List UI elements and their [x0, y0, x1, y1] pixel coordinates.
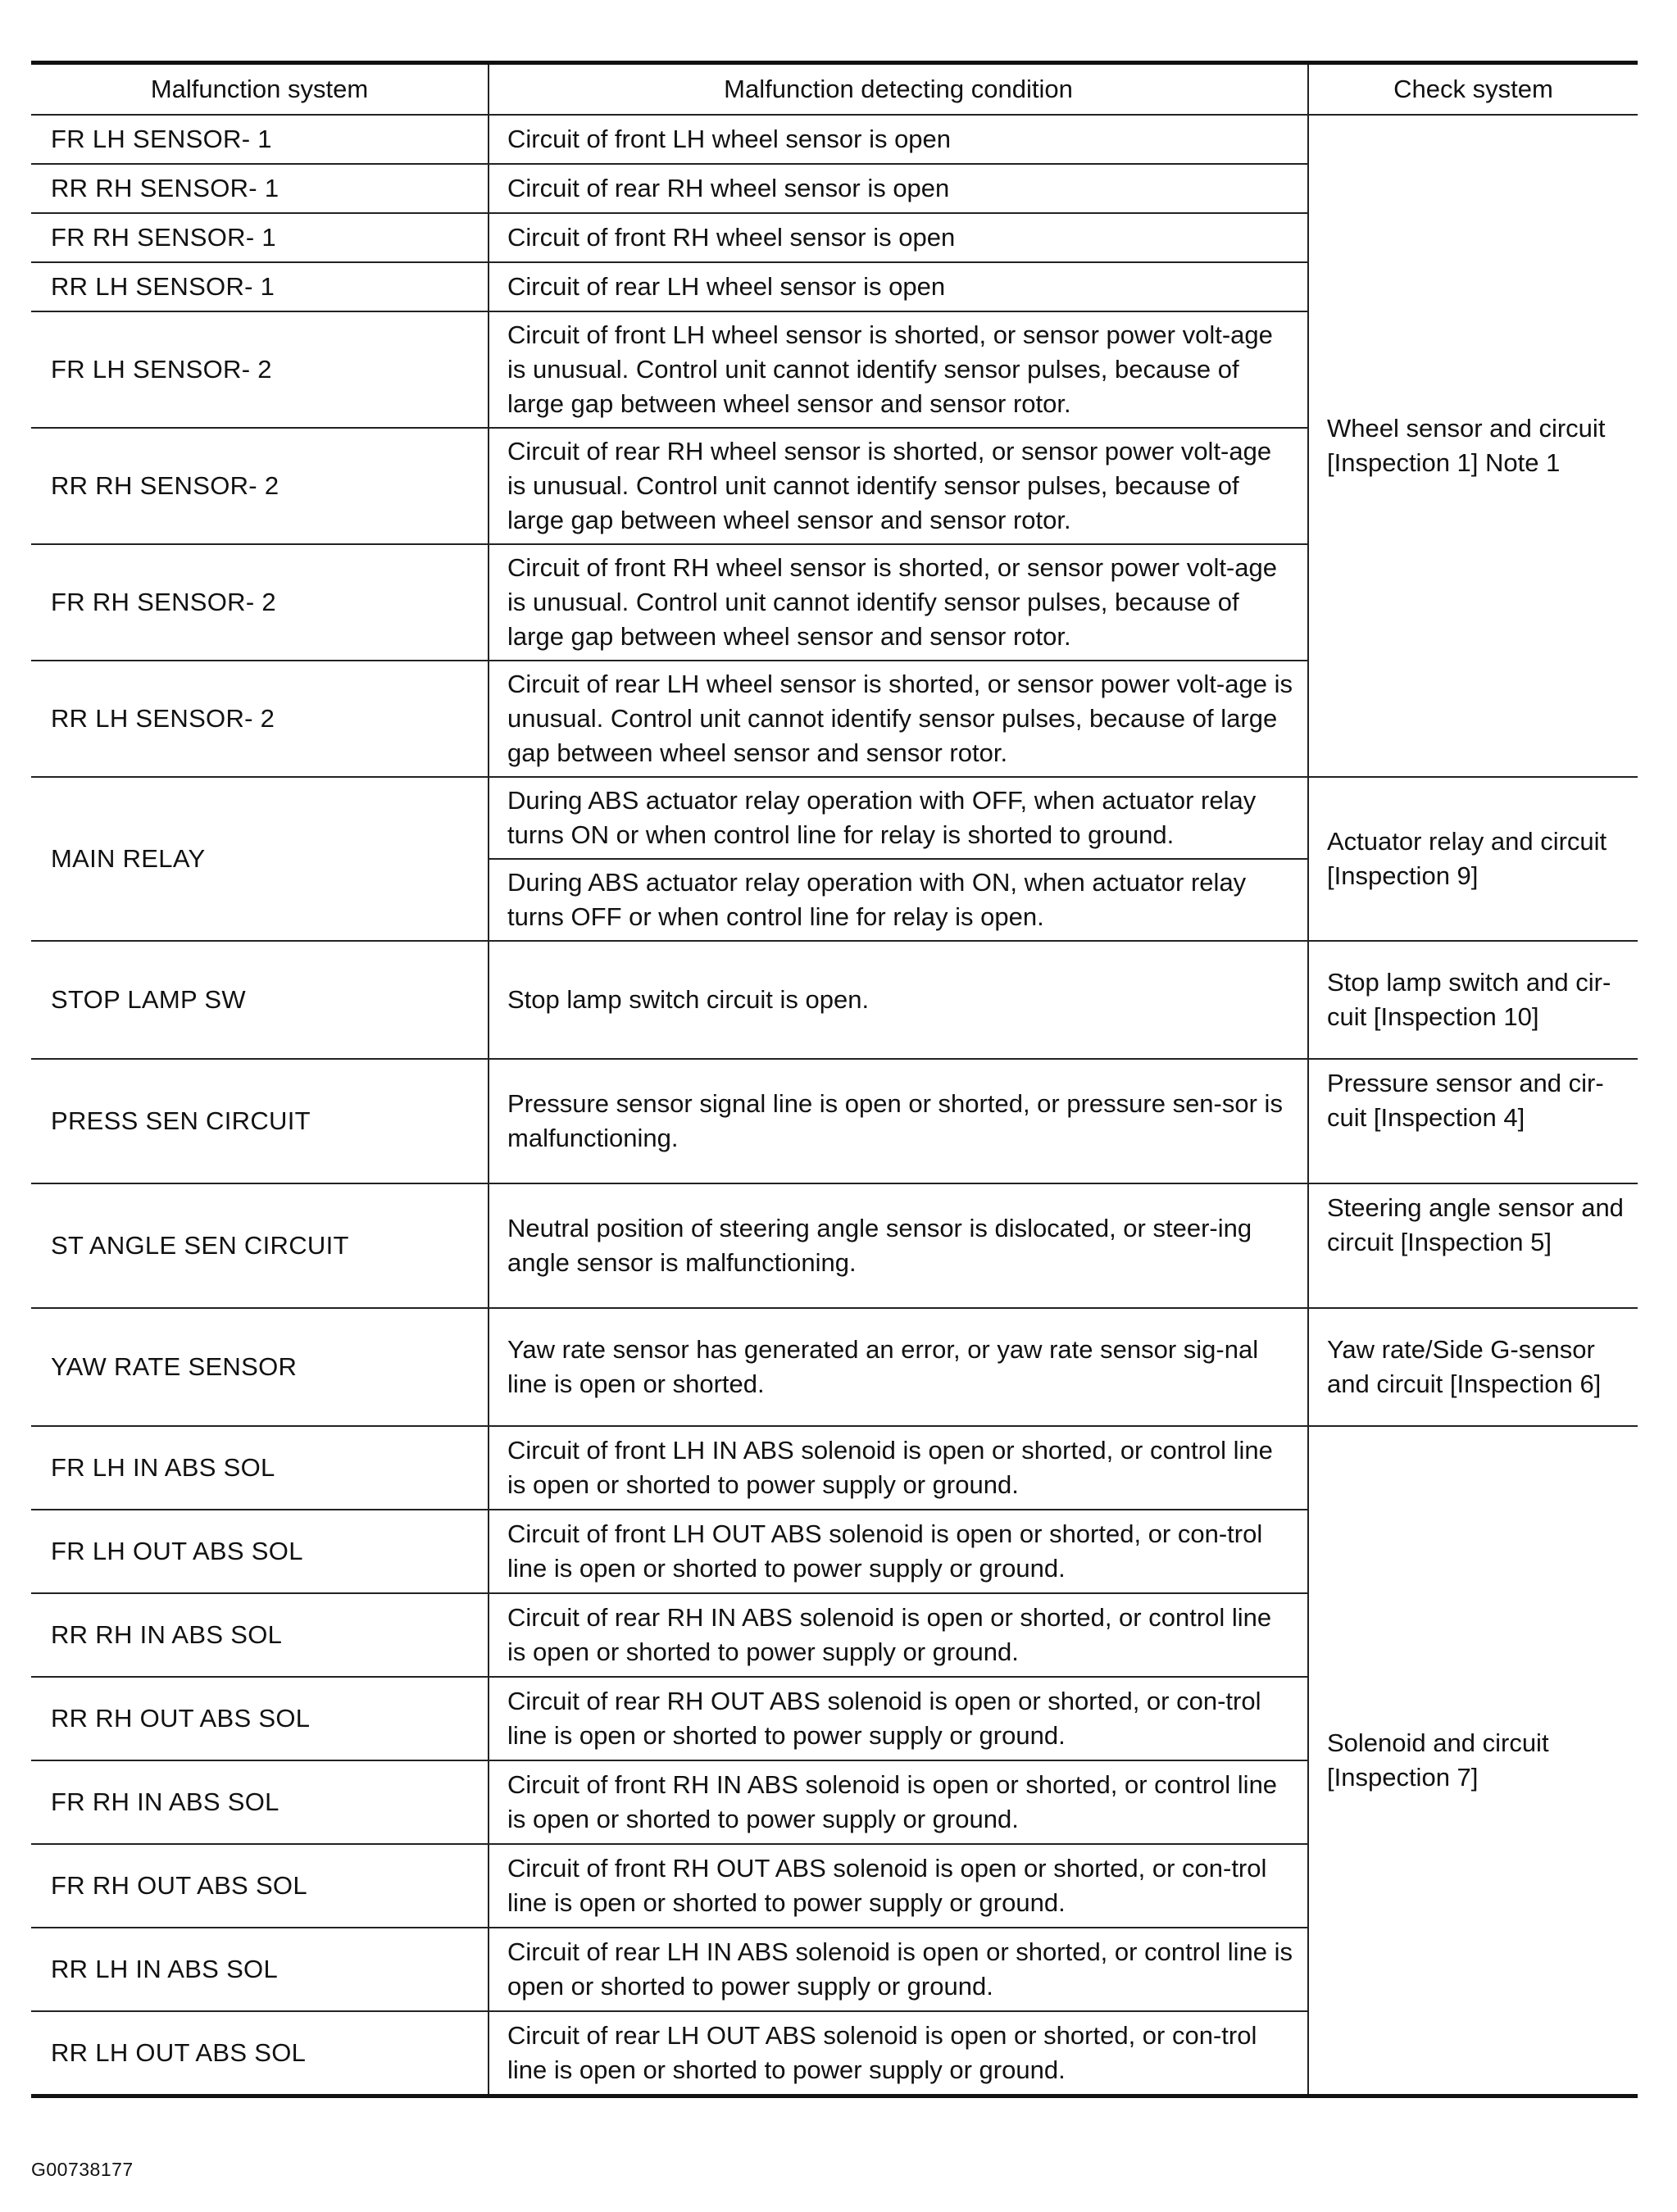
malfunction-system-cell: FR RH IN ABS SOL — [31, 1760, 489, 1844]
malfunction-system-cell: FR LH IN ABS SOL — [31, 1426, 489, 1510]
check-system-cell: Stop lamp switch and cir-cuit [Inspection 10] — [1308, 941, 1638, 1059]
detecting-condition-cell: Circuit of rear LH wheel sensor is open — [489, 262, 1308, 311]
table-row — [31, 115, 1638, 164]
detecting-condition-cell: Circuit of rear LH IN ABS solenoid is open or shorted, or control line is open or shorted to power supply or ground. — [489, 1928, 1308, 2011]
detecting-condition-cell: Stop lamp switch circuit is open. — [489, 941, 1308, 1059]
malfunction-system-cell: RR LH OUT ABS SOL — [31, 2011, 489, 2096]
malfunction-system-cell: RR RH OUT ABS SOL — [31, 1677, 489, 1760]
detecting-condition-cell: During ABS actuator relay operation with OFF, when actuator relay turns ON or when control line for relay is shorted to ground. — [489, 777, 1308, 859]
check-system-cell: Wheel sensor and circuit [Inspection 1] Note 1 — [1308, 115, 1638, 777]
detecting-condition-cell: Circuit of rear LH wheel sensor is shorted, or sensor power volt-age is unusual. Control unit cannot identify sensor pulses, because of large gap between wheel sensor and sensor rotor. — [489, 661, 1308, 777]
detecting-condition-cell: Circuit of rear RH wheel sensor is open — [489, 164, 1308, 213]
malfunction-system-cell: RR LH IN ABS SOL — [31, 1928, 489, 2011]
detecting-condition-cell: Circuit of rear RH OUT ABS solenoid is open or shorted, or con-trol line is open or shorted to power supply or ground. — [489, 1677, 1308, 1760]
check-system-cell: Solenoid and circuit [Inspection 7] — [1308, 1426, 1638, 2096]
check-system-cell: Pressure sensor and cir-cuit [Inspection 4] — [1308, 1059, 1638, 1183]
malfunction-system-cell: RR RH IN ABS SOL — [31, 1593, 489, 1677]
header-malfunction-condition: Malfunction detecting condition — [489, 63, 1308, 116]
malfunction-system-cell: FR LH OUT ABS SOL — [31, 1510, 489, 1593]
malfunction-system-cell: FR RH SENSOR- 1 — [31, 213, 489, 262]
check-system-cell: Steering angle sensor and circuit [Inspection 5] — [1308, 1183, 1638, 1308]
detecting-condition-cell: During ABS actuator relay operation with ON, when actuator relay turns OFF or when control line for relay is open. — [489, 859, 1308, 941]
malfunction-system-cell: FR RH OUT ABS SOL — [31, 1844, 489, 1928]
detecting-condition-cell: Circuit of rear LH OUT ABS solenoid is open or shorted, or con-trol line is open or shorted to power supply or ground. — [489, 2011, 1308, 2096]
malfunction-system-cell: RR LH SENSOR- 2 — [31, 661, 489, 777]
malfunction-system-cell: RR RH SENSOR- 2 — [31, 428, 489, 544]
malfunction-table — [31, 61, 1638, 2098]
malfunction-system-cell: RR RH SENSOR- 1 — [31, 164, 489, 213]
check-system-cell: Actuator relay and circuit [Inspection 9] — [1308, 777, 1638, 941]
detecting-condition-cell: Circuit of rear RH IN ABS solenoid is open or shorted, or control line is open or shorted to power supply or ground. — [489, 1593, 1308, 1677]
table-row — [31, 1426, 1638, 1510]
detecting-condition-cell: Circuit of front RH wheel sensor is shorted, or sensor power volt-age is unusual. Control unit cannot identify sensor pulses, because of large gap between wheel sensor and sensor rotor. — [489, 544, 1308, 661]
detecting-condition-cell: Circuit of front RH OUT ABS solenoid is open or shorted, or con-trol line is open or shorted to power supply or ground. — [489, 1844, 1308, 1928]
table-row — [31, 1059, 1638, 1183]
detecting-condition-cell: Circuit of front LH IN ABS solenoid is open or shorted, or control line is open or shorted to power supply or ground. — [489, 1426, 1308, 1510]
detecting-condition-cell: Circuit of front LH OUT ABS solenoid is open or shorted, or con-trol line is open or shorted to power supply or ground. — [489, 1510, 1308, 1593]
malfunction-system-cell: RR LH SENSOR- 1 — [31, 262, 489, 311]
detecting-condition-cell: Yaw rate sensor has generated an error, or yaw rate sensor sig-nal line is open or shorted. — [489, 1308, 1308, 1426]
malfunction-table-container — [31, 61, 1638, 2098]
detecting-condition-cell: Circuit of front RH IN ABS solenoid is open or shorted, or control line is open or shorted to power supply or ground. — [489, 1760, 1308, 1844]
detecting-condition-cell: Pressure sensor signal line is open or shorted, or pressure sen-sor is malfunctioning. — [489, 1059, 1308, 1183]
malfunction-system-cell: ST ANGLE SEN CIRCUIT — [31, 1183, 489, 1308]
malfunction-system-cell: FR RH SENSOR- 2 — [31, 544, 489, 661]
table-row — [31, 777, 1638, 859]
malfunction-system-cell: FR LH SENSOR- 2 — [31, 311, 489, 428]
detecting-condition-cell: Circuit of front LH wheel sensor is shorted, or sensor power volt-age is unusual. Control unit cannot identify sensor pulses, because of large gap between wheel sensor and sensor rotor. — [489, 311, 1308, 428]
malfunction-system-cell: STOP LAMP SW — [31, 941, 489, 1059]
check-system-cell: Yaw rate/Side G-sensor and circuit [Inspection 6] — [1308, 1308, 1638, 1426]
malfunction-system-cell: FR LH SENSOR- 1 — [31, 115, 489, 164]
malfunction-system-cell: PRESS SEN CIRCUIT — [31, 1059, 489, 1183]
table-row — [31, 1183, 1638, 1308]
malfunction-system-cell: YAW RATE SENSOR — [31, 1308, 489, 1426]
header-check-system: Check system — [1308, 63, 1638, 116]
table-row — [31, 941, 1638, 1059]
detecting-condition-cell: Neutral position of steering angle sensor is dislocated, or steer-ing angle sensor is malfunctioning. — [489, 1183, 1308, 1308]
detecting-condition-cell: Circuit of rear RH wheel sensor is shorted, or sensor power volt-age is unusual. Control unit cannot identify sensor pulses, because of large gap between wheel sensor and sensor rotor. — [489, 428, 1308, 544]
detecting-condition-cell: Circuit of front RH wheel sensor is open — [489, 213, 1308, 262]
header-malfunction-system: Malfunction system — [31, 63, 489, 116]
table-header-row — [31, 63, 1638, 116]
figure-code: G00738177 — [31, 2159, 134, 2180]
detecting-condition-cell: Circuit of front LH wheel sensor is open — [489, 115, 1308, 164]
malfunction-system-cell: MAIN RELAY — [31, 777, 489, 941]
table-row — [31, 1308, 1638, 1426]
